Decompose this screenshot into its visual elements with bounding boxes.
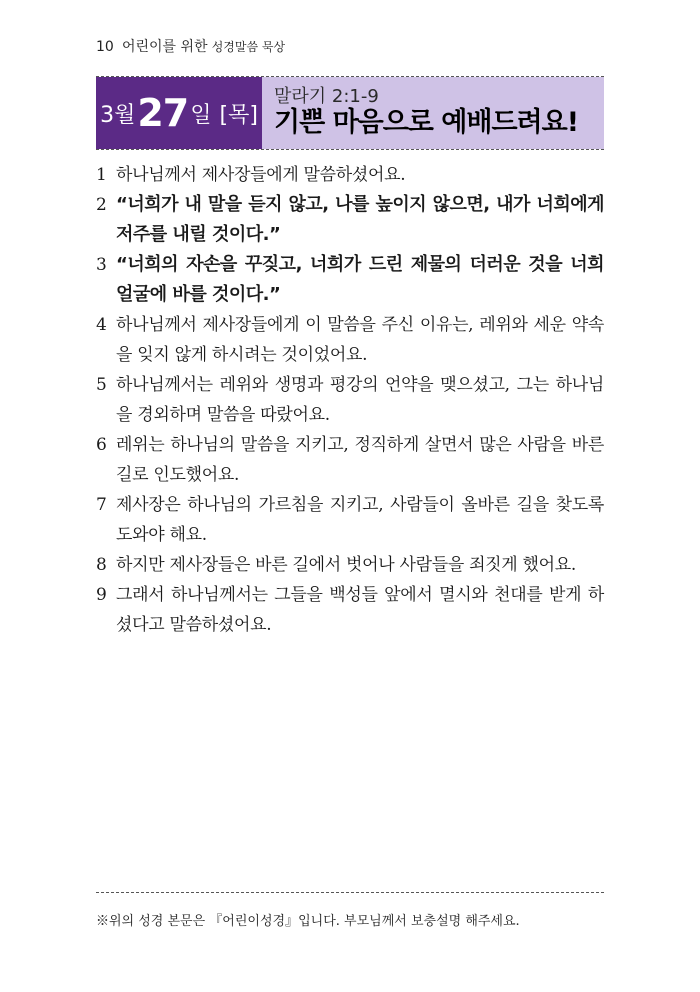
title-band [96,76,604,150]
date-day: 27 [137,91,189,135]
verse-text: 하지만 제사장들은 바른 길에서 벗어나 사람들을 죄짓게 했어요. [116,555,577,575]
footer-note: ※위의 성경 본문은 『어린이성경』입니다. 부모님께서 보충설명 해주세요. [96,914,520,929]
verse-text: 하나님께서는 레위와 생명과 평강의 언약을 맺으셨고, 그는 하나님을 경외하며 말씀을 따랐어요. [116,375,604,425]
date-month: 3월 [100,102,136,128]
verse-number: 7 [96,495,107,515]
verse-5 [96,370,604,430]
verse-text: 그래서 하나님께서는 그들을 백성들 앞에서 멸시와 천대를 받게 하셨다고 말씀하셨어요. [116,585,604,635]
footer-divider [96,892,604,893]
verse-8 [96,550,604,580]
verse-3 [96,250,604,310]
verse-number: 6 [96,435,107,455]
title-text-box [262,77,604,149]
verse-number: 4 [96,315,107,335]
verse-number: 3 [96,255,107,275]
scripture-reference: 말라기 2:1-9 [274,85,379,107]
verse-4 [96,310,604,370]
verse-text: 제사장은 하나님의 가르침을 지키고, 사람들이 올바른 길을 찾도록 도와야 해요. [116,495,604,545]
running-header [96,36,285,56]
verse-list [96,160,604,640]
verse-number: 9 [96,585,107,605]
page-title: 기쁜 마음으로 예배드려요! [274,106,579,138]
verse-text: 하나님께서 제사장들에게 말씀하셨어요. [116,165,406,185]
date-day-label: 일 [190,102,212,128]
verse-6 [96,430,604,490]
verse-text: “너희의 자손을 꾸짖고, 너희가 드린 제물의 더러운 것을 너희 얼굴에 바를 것이다.” [116,254,604,305]
verse-7 [96,490,604,550]
verse-text: 하나님께서 제사장들에게 이 말씀을 주신 이유는, 레위와 세운 약속을 잊지 않게 하시려는 것이었어요. [116,315,604,365]
verse-number: 5 [96,375,107,395]
verse-number: 2 [96,195,107,215]
verse-2 [96,190,604,250]
verse-text: “너희가 내 말을 듣지 않고, 나를 높이지 않으면, 내가 너희에게 저주를 내릴 것이다.” [116,194,604,245]
verse-number: 8 [96,555,107,575]
verse-9 [96,580,604,640]
book-title-b: 성경말씀 묵상 [211,40,286,54]
date-weekday: [목] [219,102,258,128]
date-box [96,77,262,149]
verse-1 [96,160,604,190]
book-title-a: 어린이를 위한 [121,39,208,55]
page-number: 10 [96,39,114,55]
verse-number: 1 [96,165,107,185]
verse-text: 레위는 하나님의 말씀을 지키고, 정직하게 살면서 많은 사람을 바른 길로 인도했어요. [116,435,604,485]
